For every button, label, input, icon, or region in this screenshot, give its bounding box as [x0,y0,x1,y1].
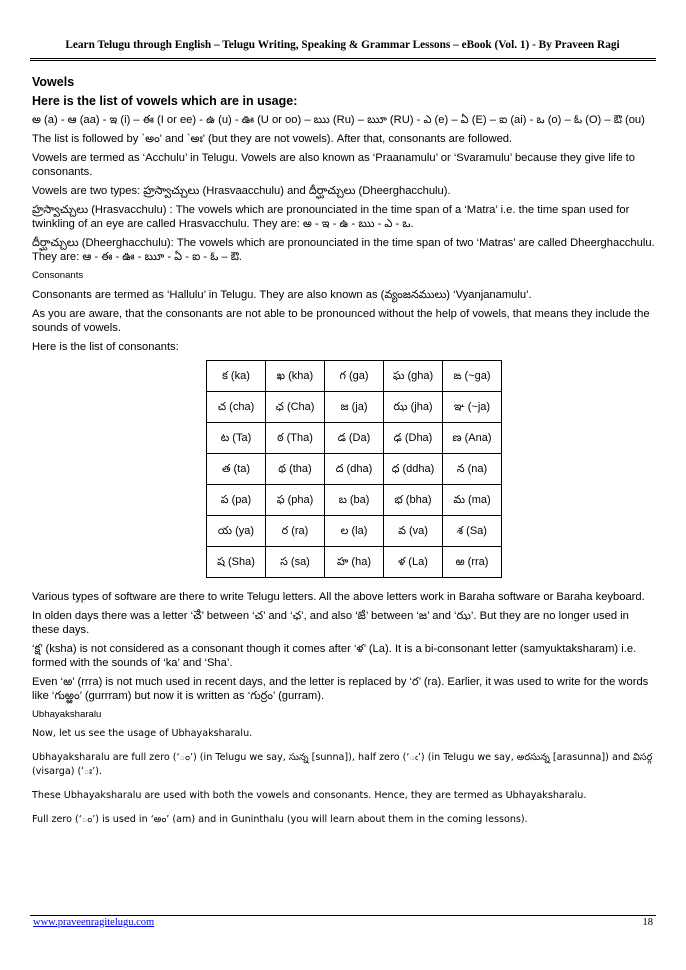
consonants-heading: Consonants [32,270,84,281]
table-row [207,485,502,516]
table-cell: ప (pa) [207,485,266,516]
table-row [207,454,502,485]
table-cell: ష (Sha) [207,547,266,578]
table-cell: బ (ba) [325,485,384,516]
table-cell: జ (ja) [325,392,384,423]
table-cell: స (sa) [266,547,325,578]
table-row [207,516,502,547]
table-cell: త (ta) [207,454,266,485]
paragraph: Even ‘ఱ’ (rrra) is not much used in recent days, and the letter is replaced by ‘ర’ (ra). Earlier, it was used to write for the words like ‘గుఱ్ఱం’ (gurrram) but now it is written as ‘గుర్రం’ (gurram). [32,676,649,702]
paragraph: Full zero (‘ం’) is used in ‘అం’ (am) and in Guninthalu (you will learn about them in the coming lessons). [32,814,528,825]
table-cell: ఞ (~ja) [443,392,502,423]
header-divider [30,60,656,61]
paragraph: Consonants are termed as ‘Hallulu’ in Telugu. They are also known as (వ్యంజనములు) ‘Vyanjanamulu’. [32,289,532,301]
table-cell: ఠ (Tha) [266,423,325,454]
table-cell: ఙ (~ga) [443,361,502,392]
table-cell: వ (va) [384,516,443,547]
footer-divider [30,915,656,916]
table-cell: థ (tha) [266,454,325,485]
header-divider [30,58,656,59]
table-cell: న (na) [443,454,502,485]
table-cell: ల (la) [325,516,384,547]
table-cell: ఫ (pha) [266,485,325,516]
table-cell: హ (ha) [325,547,384,578]
table-cell: గ (ga) [325,361,384,392]
table-cell: భ (bha) [384,485,443,516]
table-cell: శ (Sa) [443,516,502,547]
table-row [207,361,502,392]
table-cell: ట (Ta) [207,423,266,454]
table-row [207,392,502,423]
table-cell: డ (Da) [325,423,384,454]
paragraph: The list is followed by `అం' and `అః' (but they are not vowels). After that, consonants are followed. [32,133,513,145]
table-cell: ఘ (gha) [384,361,443,392]
paragraph: Ubhayaksharalu are full zero (‘ం’) (in Telugu we say, సున్న [sunna]), half zero (‘ఁ’) (in Telugu we say, అరసున్న [arasunna]) and విసర్గ (visarga) (‘ః’). [32,752,653,777]
page-header: Learn Telugu through English – Telugu Writing, Speaking & Grammar Lessons – eBook (Vol. 1) - By Praveen Ragi [65,39,620,51]
paragraph: Here is the list of consonants: [32,341,179,353]
ubhayaksharalu-section [32,727,656,827]
vowels-subheading: Here is the list of vowels which are in usage: [32,94,298,108]
table-cell: ర (ra) [266,516,325,547]
paragraph: హ్రస్వాచ్చులు (Hrasvacchulu) : The vowels which are pronounciated in the time span of a ‘Matra’ i.e. the time span used for twinkling of an eye are called Hrasvacchulu. They are: అ - ఇ - ఉ - ఋ - ఎ - ఒ. [32,204,630,230]
table-cell: ళ (La) [384,547,443,578]
table-row [207,547,502,578]
table-cell: ఖ (kha) [266,361,325,392]
paragraph: దీర్ఘాచ్చులు (Dheerghacchulu): The vowels which are pronounciated in the time span of two ‘Matras’ are called Dheerghacchulu. They are: ఆ - ఈ - ఊ - ౠ - ఏ - ఐ - ఓ – ఔ. [32,237,655,263]
table-cell: మ (ma) [443,485,502,516]
paragraph: Vowels are termed as ‘Acchulu’ in Telugu. Vowels are also known as ‘Praanamulu’ or ‘Svaramulu’ because they give life to consonants. [32,152,635,178]
ubhayaksharalu-heading: Ubhayaksharalu [32,709,102,720]
paragraph: Various types of software are there to write Telugu letters. All the above letters work in Baraha software or Baraha keyboard. [32,591,645,603]
table-cell: య (ya) [207,516,266,547]
table-cell: చ (cha) [207,392,266,423]
paragraph: In olden days there was a letter ‘ౘ’ between ‘చ’ and ‘ఛ’, and also ‘ౙ’ between ‘జ’ and ‘ఝ’. But they are no longer used in these days. [32,610,629,636]
table-cell: ఢ (Dha) [384,423,443,454]
table-cell: ఝ (jha) [384,392,443,423]
table-cell: ణ (Ana) [443,423,502,454]
paragraph: As you are aware, that the consonants are not able to be pronounced without the help of vowels, that means they include the sounds of vowels. [32,308,650,334]
paragraph: These Ubhayaksharalu are used with both the vowels and consonants. Hence, they are termed as Ubhayaksharalu. [32,790,587,801]
table-cell: ద (dha) [325,454,384,485]
paragraph: ‘క్ష’ (ksha) is not considered as a consonant though it comes after ‘ళ’ (La). It is a bi-consonant letter (samyuktaksharam) i.e. formed with the sounds of ‘ka’ and ‘Sha’. [32,643,637,669]
table-row [207,423,502,454]
table-cell: ఛ (Cha) [266,392,325,423]
page-body [32,75,656,837]
page-number: 18 [642,917,653,928]
vowels-heading: Vowels [32,75,75,89]
vowels-list: అ (a) - ఆ (aa) - ఇ (i) – ఈ (I or ee) - ఉ (u) - ఊ (U or oo) – ఋ (Ru) – ౠ (RU) - ఎ (e) – ఏ (E) – ఐ (ai) - ఒ (o) – ఓ (O) – ఔ (ou) [32,114,645,126]
table-cell: ఱ (rra) [443,547,502,578]
paragraph: Vowels are two types: హ్రస్వాచ్చులు (Hrasvaacchulu) and దీర్ఘాచ్చులు (Dheerghacchulu). [32,185,451,197]
table-cell: ధ (ddha) [384,454,443,485]
paragraph: Now, let us see the usage of Ubhayaksharalu. [32,728,253,739]
consonants-table [206,360,502,578]
table-cell: క (ka) [207,361,266,392]
website-link[interactable]: www.praveenragitelugu.com [33,917,155,928]
